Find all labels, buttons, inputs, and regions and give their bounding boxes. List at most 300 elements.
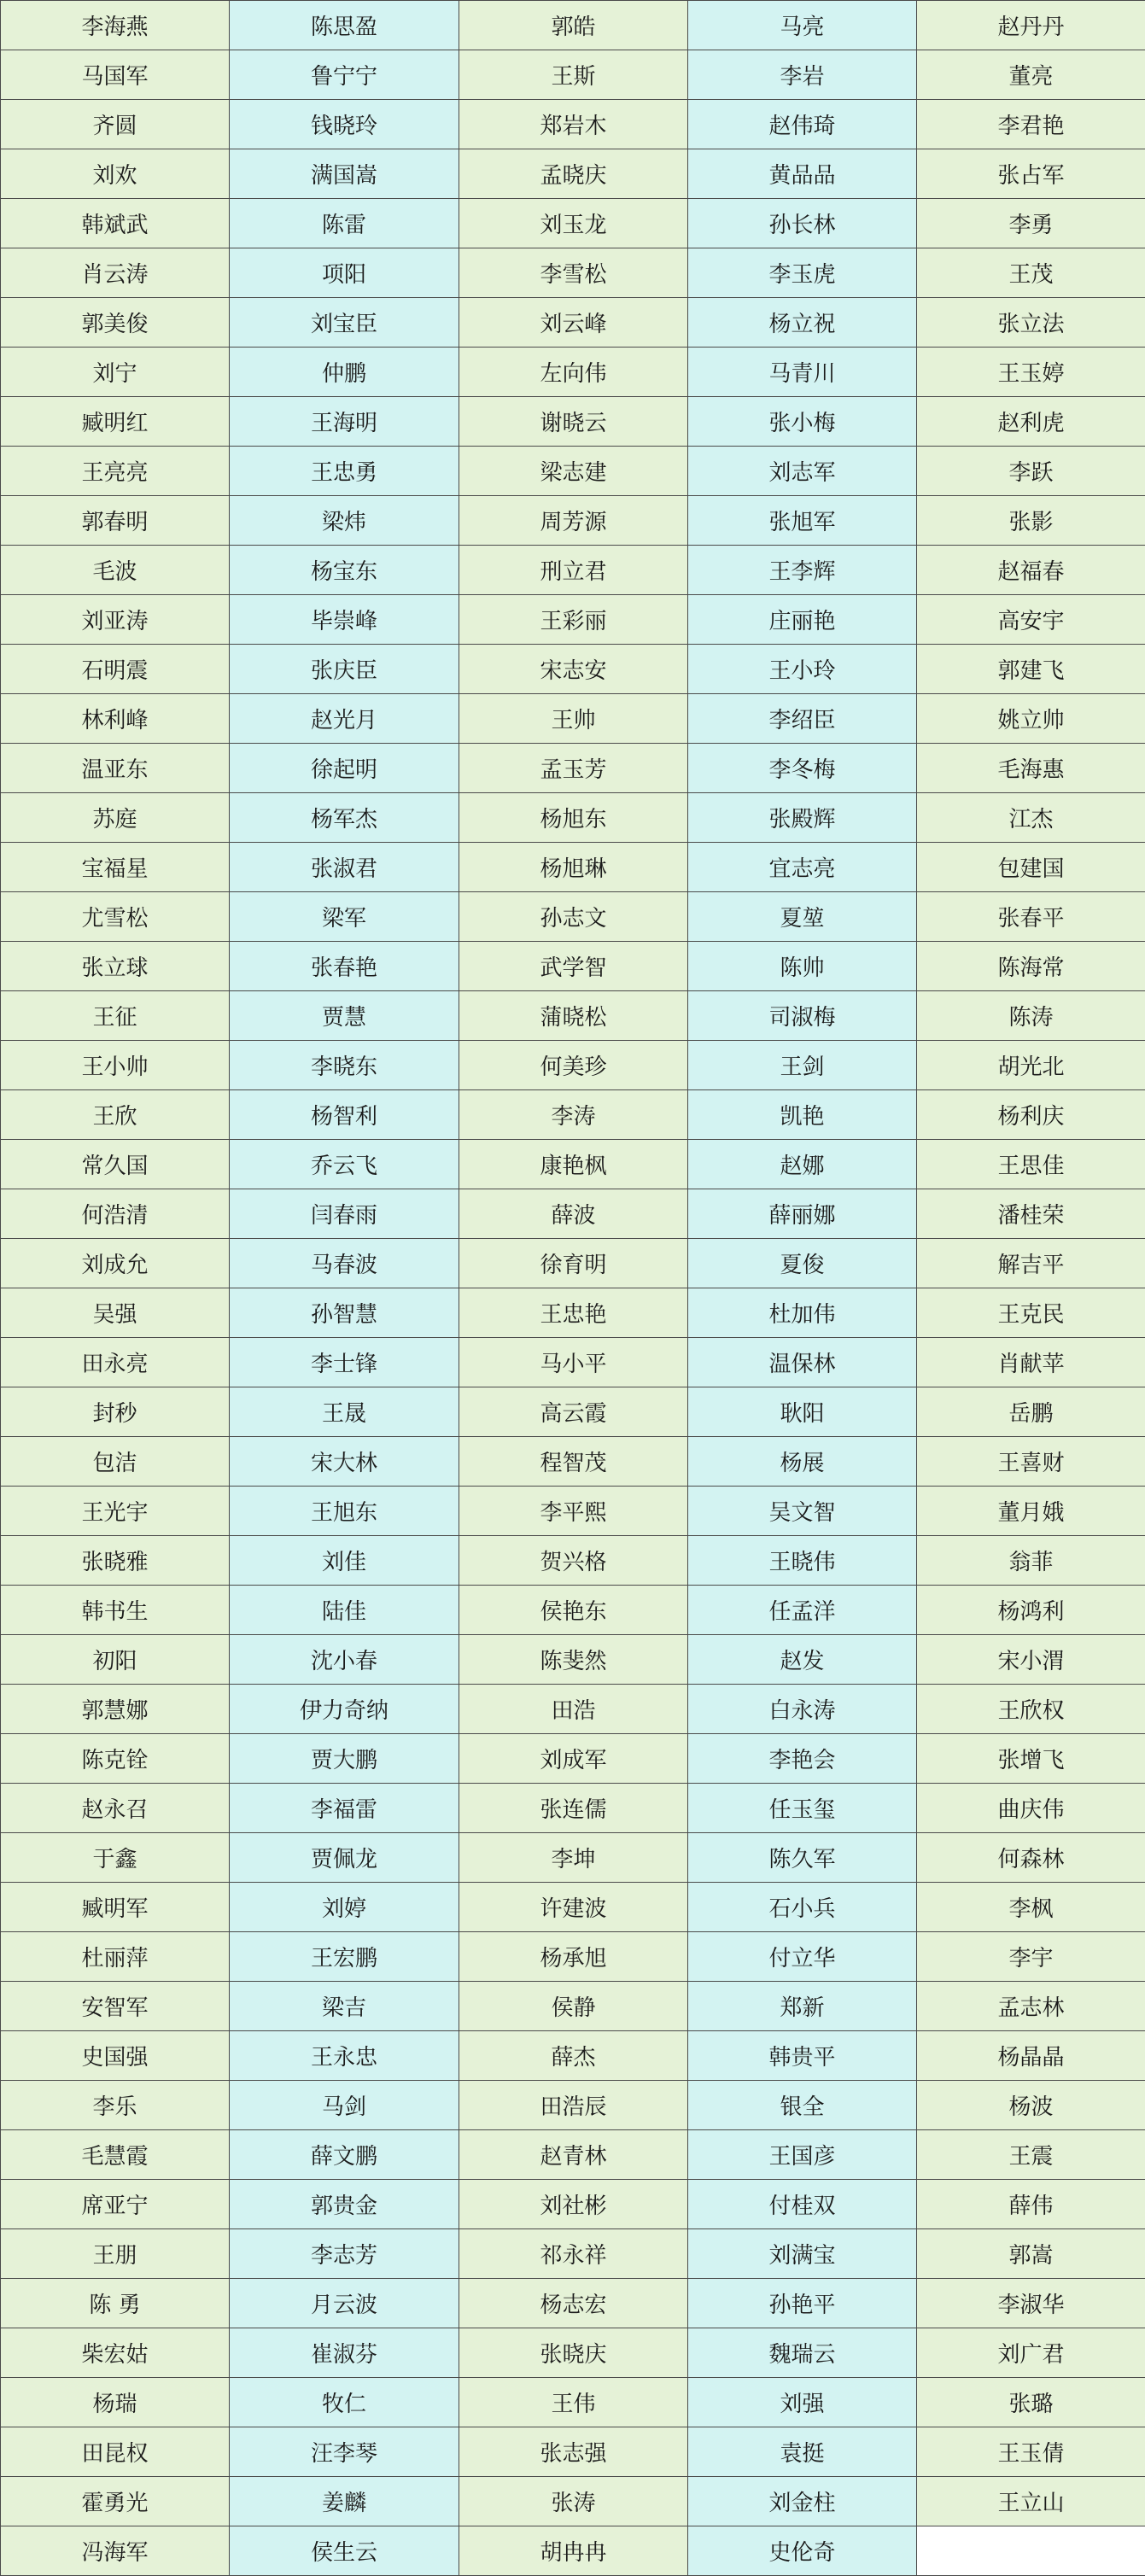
name-cell: 田昆权 <box>1 2427 230 2477</box>
name-cell: 赵娜 <box>688 1140 917 1189</box>
name-cell: 庄丽艳 <box>688 595 917 645</box>
name-cell: 陈思盈 <box>230 1 459 50</box>
name-cell: 闫春雨 <box>230 1189 459 1239</box>
table-row <box>1 2378 1145 2427</box>
name-cell: 李勇 <box>917 199 1145 248</box>
name-cell: 孙艳平 <box>688 2279 917 2328</box>
name-cell: 刘玉龙 <box>459 199 688 248</box>
name-cell: 陈雷 <box>230 199 459 248</box>
name-cell: 张庆臣 <box>230 645 459 694</box>
name-cell: 任孟洋 <box>688 1586 917 1635</box>
name-cell: 张淑君 <box>230 843 459 892</box>
name-cell: 乔云飞 <box>230 1140 459 1189</box>
name-cell: 贾大鹏 <box>230 1734 459 1784</box>
name-cell: 陈涛 <box>917 991 1145 1041</box>
table-row <box>1 744 1145 793</box>
name-cell: 王小玲 <box>688 645 917 694</box>
name-cell: 吴强 <box>1 1288 230 1338</box>
name-cell: 程智茂 <box>459 1437 688 1487</box>
name-cell: 徐育明 <box>459 1239 688 1288</box>
name-cell: 王海明 <box>230 397 459 447</box>
name-cell: 李玉虎 <box>688 248 917 298</box>
name-cell: 张晓雅 <box>1 1536 230 1586</box>
name-cell: 梁志建 <box>459 447 688 496</box>
table-row <box>1 1784 1145 1833</box>
name-cell: 柴宏姑 <box>1 2328 230 2378</box>
name-cell: 解吉平 <box>917 1239 1145 1288</box>
name-cell: 汪李琴 <box>230 2427 459 2477</box>
name-cell: 凯艳 <box>688 1090 917 1140</box>
name-cell: 王欣 <box>1 1090 230 1140</box>
table-row <box>1 496 1145 546</box>
name-cell: 李雪松 <box>459 248 688 298</box>
name-cell: 毛波 <box>1 546 230 595</box>
name-cell: 杜丽萍 <box>1 1932 230 1982</box>
name-cell: 林利峰 <box>1 694 230 744</box>
name-cell: 马小平 <box>459 1338 688 1387</box>
table-row <box>1 2427 1145 2477</box>
name-cell: 李宇 <box>917 1932 1145 1982</box>
name-cell: 王旭东 <box>230 1487 459 1536</box>
name-cell: 李乐 <box>1 2081 230 2130</box>
table-row <box>1 2130 1145 2180</box>
name-cell: 赵青林 <box>459 2130 688 2180</box>
name-cell: 郑岩木 <box>459 100 688 149</box>
name-cell: 李冬梅 <box>688 744 917 793</box>
name-cell: 王喜财 <box>917 1437 1145 1487</box>
name-cell: 夏堃 <box>688 892 917 942</box>
name-cell: 张立法 <box>917 298 1145 348</box>
name-cell: 司淑梅 <box>688 991 917 1041</box>
name-cell: 张连儒 <box>459 1784 688 1833</box>
name-cell: 王剑 <box>688 1041 917 1090</box>
name-cell: 赵光月 <box>230 694 459 744</box>
table-row <box>1 447 1145 496</box>
name-cell: 许建波 <box>459 1883 688 1932</box>
name-cell: 肖献苹 <box>917 1338 1145 1387</box>
name-cell: 郭嵩 <box>917 2229 1145 2279</box>
table-row <box>1 100 1145 149</box>
name-cell: 祁永祥 <box>459 2229 688 2279</box>
name-cell: 陈海常 <box>917 942 1145 991</box>
name-cell: 张春艳 <box>230 942 459 991</box>
table-row <box>1 348 1145 397</box>
name-cell: 吴文智 <box>688 1487 917 1536</box>
name-cell: 赵福春 <box>917 546 1145 595</box>
name-cell: 孙长林 <box>688 199 917 248</box>
name-cell: 田浩辰 <box>459 2081 688 2130</box>
name-cell: 冯海军 <box>1 2526 230 2576</box>
name-cell: 杨展 <box>688 1437 917 1487</box>
name-cell: 肖云涛 <box>1 248 230 298</box>
name-cell: 杨宝东 <box>230 546 459 595</box>
name-cell: 刘金柱 <box>688 2477 917 2526</box>
name-cell: 赵伟琦 <box>688 100 917 149</box>
table-row <box>1 2279 1145 2328</box>
name-cell: 李涛 <box>459 1090 688 1140</box>
name-cell: 潘桂荣 <box>917 1189 1145 1239</box>
name-roster-body <box>1 1 1145 2576</box>
name-cell: 韩贵平 <box>688 2031 917 2081</box>
name-cell: 仲鹏 <box>230 348 459 397</box>
name-cell: 李平熙 <box>459 1487 688 1536</box>
name-cell: 王思佳 <box>917 1140 1145 1189</box>
table-row <box>1 1239 1145 1288</box>
table-row <box>1 248 1145 298</box>
table-row <box>1 892 1145 942</box>
name-cell: 李君艳 <box>917 100 1145 149</box>
name-cell: 刑立君 <box>459 546 688 595</box>
name-cell: 王彩丽 <box>459 595 688 645</box>
name-cell: 刘婷 <box>230 1883 459 1932</box>
name-cell: 满国嵩 <box>230 149 459 199</box>
name-cell: 杨瑞 <box>1 2378 230 2427</box>
name-cell: 钱晓玲 <box>230 100 459 149</box>
name-cell: 刘欢 <box>1 149 230 199</box>
name-cell: 温保林 <box>688 1338 917 1387</box>
name-cell: 牧仁 <box>230 2378 459 2427</box>
table-row <box>1 991 1145 1041</box>
name-cell: 张影 <box>917 496 1145 546</box>
name-cell: 刘满宝 <box>688 2229 917 2279</box>
name-cell: 杨旭琳 <box>459 843 688 892</box>
name-cell: 臧明军 <box>1 1883 230 1932</box>
name-cell: 何美珍 <box>459 1041 688 1090</box>
name-cell: 姜麟 <box>230 2477 459 2526</box>
name-cell: 刘成允 <box>1 1239 230 1288</box>
name-cell: 夏俊 <box>688 1239 917 1288</box>
table-row <box>1 1487 1145 1536</box>
name-cell: 王忠勇 <box>230 447 459 496</box>
name-cell: 田永亮 <box>1 1338 230 1387</box>
table-row <box>1 1437 1145 1487</box>
name-cell: 王克民 <box>917 1288 1145 1338</box>
table-row <box>1 298 1145 348</box>
name-cell: 王永忠 <box>230 2031 459 2081</box>
name-cell: 王立山 <box>917 2477 1145 2526</box>
name-cell: 周芳源 <box>459 496 688 546</box>
name-cell: 梁吉 <box>230 1982 459 2031</box>
name-cell: 郭美俊 <box>1 298 230 348</box>
table-row <box>1 1685 1145 1734</box>
table-row <box>1 1734 1145 1784</box>
name-cell: 杨智利 <box>230 1090 459 1140</box>
name-cell: 安智军 <box>1 1982 230 2031</box>
name-cell: 王国彦 <box>688 2130 917 2180</box>
name-cell: 薛文鹏 <box>230 2130 459 2180</box>
table-row <box>1 1982 1145 2031</box>
name-cell: 李士锋 <box>230 1338 459 1387</box>
name-cell: 薛伟 <box>917 2180 1145 2229</box>
name-cell: 尤雪松 <box>1 892 230 942</box>
name-cell: 田浩 <box>459 1685 688 1734</box>
name-cell: 贾佩龙 <box>230 1833 459 1883</box>
name-cell: 王茂 <box>917 248 1145 298</box>
name-cell: 侯艳东 <box>459 1586 688 1635</box>
name-cell: 宋志安 <box>459 645 688 694</box>
name-cell: 郭皓 <box>459 1 688 50</box>
table-row <box>1 1536 1145 1586</box>
name-cell: 薛杰 <box>459 2031 688 2081</box>
name-cell: 董亮 <box>917 50 1145 100</box>
name-cell: 谢晓云 <box>459 397 688 447</box>
name-cell: 王玉倩 <box>917 2427 1145 2477</box>
name-cell: 宝福星 <box>1 843 230 892</box>
name-cell: 马国军 <box>1 50 230 100</box>
name-cell: 付桂双 <box>688 2180 917 2229</box>
name-cell: 包洁 <box>1 1437 230 1487</box>
name-cell: 毛慧霞 <box>1 2130 230 2180</box>
name-cell: 陈 勇 <box>1 2279 230 2328</box>
name-cell: 温亚东 <box>1 744 230 793</box>
name-cell: 石小兵 <box>688 1883 917 1932</box>
table-row <box>1 1 1145 50</box>
table-row <box>1 2526 1145 2576</box>
name-cell: 任玉玺 <box>688 1784 917 1833</box>
name-cell: 张增飞 <box>917 1734 1145 1784</box>
name-cell: 杨军杰 <box>230 793 459 843</box>
table-row <box>1 149 1145 199</box>
name-cell: 侯生云 <box>230 2526 459 2576</box>
name-cell: 史国强 <box>1 2031 230 2081</box>
name-cell: 李坤 <box>459 1833 688 1883</box>
name-cell: 江杰 <box>917 793 1145 843</box>
name-cell: 王震 <box>917 2130 1145 2180</box>
name-cell: 何森林 <box>917 1833 1145 1883</box>
name-cell: 高云霞 <box>459 1387 688 1437</box>
name-cell: 陈帅 <box>688 942 917 991</box>
name-cell: 王晓伟 <box>688 1536 917 1586</box>
table-row <box>1 1288 1145 1338</box>
name-cell: 刘志军 <box>688 447 917 496</box>
name-cell: 杨波 <box>917 2081 1145 2130</box>
name-cell: 包建国 <box>917 843 1145 892</box>
name-cell: 杨利庆 <box>917 1090 1145 1140</box>
table-row <box>1 2229 1145 2279</box>
table-row <box>1 546 1145 595</box>
name-cell: 侯静 <box>459 1982 688 2031</box>
name-cell: 李晓东 <box>230 1041 459 1090</box>
name-cell: 刘成军 <box>459 1734 688 1784</box>
table-row <box>1 1189 1145 1239</box>
name-cell: 李海燕 <box>1 1 230 50</box>
name-cell: 王小帅 <box>1 1041 230 1090</box>
name-cell: 宜志亮 <box>688 843 917 892</box>
name-cell: 月云波 <box>230 2279 459 2328</box>
table-row <box>1 397 1145 447</box>
name-cell: 王李辉 <box>688 546 917 595</box>
name-cell: 武学智 <box>459 942 688 991</box>
name-cell: 梁炜 <box>230 496 459 546</box>
name-cell: 孙智慧 <box>230 1288 459 1338</box>
name-cell: 李志芳 <box>230 2229 459 2279</box>
name-cell: 张涛 <box>459 2477 688 2526</box>
name-cell: 李淑华 <box>917 2279 1145 2328</box>
name-cell: 李枫 <box>917 1883 1145 1932</box>
name-cell: 杨鸿利 <box>917 1586 1145 1635</box>
name-cell: 郭春明 <box>1 496 230 546</box>
name-cell: 王伟 <box>459 2378 688 2427</box>
name-cell: 薛波 <box>459 1189 688 1239</box>
name-cell: 毕崇峰 <box>230 595 459 645</box>
name-cell: 刘佳 <box>230 1536 459 1586</box>
name-cell: 常久国 <box>1 1140 230 1189</box>
name-cell: 贾慧 <box>230 991 459 1041</box>
name-cell: 杨晶晶 <box>917 2031 1145 2081</box>
table-row <box>1 1833 1145 1883</box>
name-cell: 银全 <box>688 2081 917 2130</box>
name-cell: 刘宁 <box>1 348 230 397</box>
name-cell: 郑新 <box>688 1982 917 2031</box>
empty-cell <box>917 2526 1145 2576</box>
name-cell: 薛丽娜 <box>688 1189 917 1239</box>
name-cell: 初阳 <box>1 1635 230 1685</box>
name-cell: 刘云峰 <box>459 298 688 348</box>
name-cell: 宋小渭 <box>917 1635 1145 1685</box>
name-cell: 王斯 <box>459 50 688 100</box>
name-cell: 高安宇 <box>917 595 1145 645</box>
name-cell: 张旭军 <box>688 496 917 546</box>
name-cell: 赵发 <box>688 1635 917 1685</box>
name-cell: 杨立祝 <box>688 298 917 348</box>
name-cell: 刘广君 <box>917 2328 1145 2378</box>
name-cell: 陈久军 <box>688 1833 917 1883</box>
table-row <box>1 1041 1145 1090</box>
name-cell: 毛海惠 <box>917 744 1145 793</box>
name-cell: 胡光北 <box>917 1041 1145 1090</box>
name-cell: 王欣权 <box>917 1685 1145 1734</box>
name-cell: 张晓庆 <box>459 2328 688 2378</box>
name-cell: 白永涛 <box>688 1685 917 1734</box>
name-cell: 李岩 <box>688 50 917 100</box>
name-cell: 张殿辉 <box>688 793 917 843</box>
name-cell: 李绍臣 <box>688 694 917 744</box>
name-cell: 姚立帅 <box>917 694 1145 744</box>
name-cell: 王忠艳 <box>459 1288 688 1338</box>
name-cell: 王朋 <box>1 2229 230 2279</box>
name-cell: 黄品品 <box>688 149 917 199</box>
name-cell: 陈克铨 <box>1 1734 230 1784</box>
name-cell: 马青川 <box>688 348 917 397</box>
table-row <box>1 2081 1145 2130</box>
table-row <box>1 843 1145 892</box>
name-cell: 王亮亮 <box>1 447 230 496</box>
name-cell: 杜加伟 <box>688 1288 917 1338</box>
table-row <box>1 2477 1145 2526</box>
name-cell: 赵利虎 <box>917 397 1145 447</box>
name-cell: 杨承旭 <box>459 1932 688 1982</box>
name-cell: 李福雷 <box>230 1784 459 1833</box>
name-cell: 王玉婷 <box>917 348 1145 397</box>
name-cell: 孟志林 <box>917 1982 1145 2031</box>
name-cell: 苏庭 <box>1 793 230 843</box>
name-cell: 张立球 <box>1 942 230 991</box>
name-cell: 陈斐然 <box>459 1635 688 1685</box>
table-row <box>1 50 1145 100</box>
name-cell: 刘强 <box>688 2378 917 2427</box>
name-cell: 崔淑芬 <box>230 2328 459 2378</box>
table-row <box>1 595 1145 645</box>
name-cell: 封秒 <box>1 1387 230 1437</box>
name-cell: 伊力奇纳 <box>230 1685 459 1734</box>
name-cell: 郭建飞 <box>917 645 1145 694</box>
table-row <box>1 1387 1145 1437</box>
name-cell: 齐圆 <box>1 100 230 149</box>
name-cell: 王宏鹏 <box>230 1932 459 1982</box>
name-cell: 项阳 <box>230 248 459 298</box>
name-cell: 付立华 <box>688 1932 917 1982</box>
name-cell: 史伦奇 <box>688 2526 917 2576</box>
name-cell: 魏瑞云 <box>688 2328 917 2378</box>
table-row <box>1 199 1145 248</box>
table-row <box>1 1586 1145 1635</box>
name-cell: 何浩清 <box>1 1189 230 1239</box>
table-row <box>1 1090 1145 1140</box>
table-row <box>1 1883 1145 1932</box>
name-cell: 张小梅 <box>688 397 917 447</box>
table-row <box>1 1140 1145 1189</box>
table-row <box>1 1932 1145 1982</box>
name-cell: 张春平 <box>917 892 1145 942</box>
table-row <box>1 2328 1145 2378</box>
name-cell: 贺兴格 <box>459 1536 688 1586</box>
name-cell: 蒲晓松 <box>459 991 688 1041</box>
name-cell: 孟玉芳 <box>459 744 688 793</box>
name-cell: 鲁宁宁 <box>230 50 459 100</box>
name-cell: 胡冉冉 <box>459 2526 688 2576</box>
name-cell: 梁军 <box>230 892 459 942</box>
table-row <box>1 694 1145 744</box>
name-cell: 杨志宏 <box>459 2279 688 2328</box>
name-cell: 袁挺 <box>688 2427 917 2477</box>
name-cell: 岳鹏 <box>917 1387 1145 1437</box>
name-cell: 李艳会 <box>688 1734 917 1784</box>
name-cell: 沈小春 <box>230 1635 459 1685</box>
name-cell: 张志强 <box>459 2427 688 2477</box>
name-cell: 韩书生 <box>1 1586 230 1635</box>
name-cell: 徐起明 <box>230 744 459 793</box>
table-row <box>1 793 1145 843</box>
name-cell: 曲庆伟 <box>917 1784 1145 1833</box>
name-cell: 韩斌武 <box>1 199 230 248</box>
name-cell: 孙志文 <box>459 892 688 942</box>
name-cell: 马剑 <box>230 2081 459 2130</box>
name-cell: 陆佳 <box>230 1586 459 1635</box>
name-cell: 刘宝臣 <box>230 298 459 348</box>
table-row <box>1 2180 1145 2229</box>
name-cell: 刘社彬 <box>459 2180 688 2229</box>
table-row <box>1 1635 1145 1685</box>
name-cell: 郭贵金 <box>230 2180 459 2229</box>
name-cell: 耿阳 <box>688 1387 917 1437</box>
name-cell: 孟晓庆 <box>459 149 688 199</box>
name-cell: 于鑫 <box>1 1833 230 1883</box>
table-row <box>1 942 1145 991</box>
name-cell: 郭慧娜 <box>1 1685 230 1734</box>
name-cell: 宋大林 <box>230 1437 459 1487</box>
name-cell: 王帅 <box>459 694 688 744</box>
table-row <box>1 645 1145 694</box>
name-cell: 马亮 <box>688 1 917 50</box>
name-cell: 左向伟 <box>459 348 688 397</box>
name-cell: 张占军 <box>917 149 1145 199</box>
name-cell: 王晟 <box>230 1387 459 1437</box>
name-cell: 赵永召 <box>1 1784 230 1833</box>
name-cell: 霍勇光 <box>1 2477 230 2526</box>
name-cell: 李跃 <box>917 447 1145 496</box>
name-cell: 翁菲 <box>917 1536 1145 1586</box>
name-cell: 刘亚涛 <box>1 595 230 645</box>
